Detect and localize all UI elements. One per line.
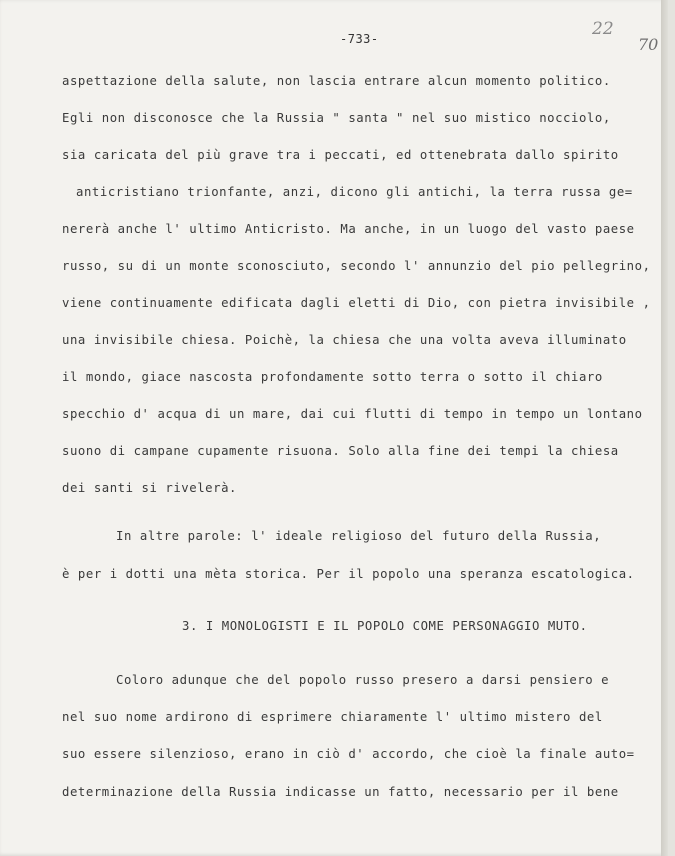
text-line: nererà anche l' ultimo Anticristo. Ma anche, in un luogo del vasto paese [62, 222, 635, 236]
text-line: sia caricata del più grave tra i peccati, ed ottenebrata dallo spirito [62, 148, 619, 162]
section-heading: 3. I MONOLOGISTI E IL POPOLO COME PERSONAGGIO MUTO. [182, 619, 588, 633]
text-line: è per i dotti una mèta storica. Per il popolo una speranza escatologica. [62, 567, 635, 581]
text-line: specchio d' acqua di un mare, dai cui flutti di tempo in tempo un lontano [62, 407, 643, 421]
text-line: Egli non disconosce che la Russia " santa " nel suo mistico nocciolo, [62, 111, 611, 125]
text-line: viene continuamente edificata dagli eletti di Dio, con pietra invisibile , [62, 296, 651, 310]
text-line: il mondo, giace nascosta profondamente sotto terra o sotto il chiaro [62, 370, 603, 384]
text-line: una invisibile chiesa. Poichè, la chiesa che una volta aveva illuminato [62, 333, 627, 347]
handwritten-number-right: 70 [638, 35, 659, 54]
page-number: -733- [340, 32, 379, 46]
text-line: suo essere silenzioso, erano in ciò d' accordo, che cioè la finale auto= [62, 747, 635, 761]
text-line: In altre parole: l' ideale religioso del futuro della Russia, [116, 529, 602, 543]
text-line: dei santi si rivelerà. [62, 481, 237, 495]
handwritten-number-left: 22 [592, 19, 614, 39]
text-line: Coloro adunque che del popolo russo presero a darsi pensiero e [116, 673, 610, 687]
text-line: russo, su di un monte sconosciuto, secondo l' annunzio del pio pellegrino, [62, 259, 651, 273]
page-edge [661, 0, 668, 856]
text-line: aspettazione della salute, non lascia entrare alcun momento politico. [62, 74, 611, 88]
text-line: anticristiano trionfante, anzi, dicono gli antichi, la terra russa ge= [76, 185, 633, 199]
text-line: nel suo nome ardirono di esprimere chiaramente l' ultimo mistero del [62, 710, 603, 724]
text-line: suono di campane cupamente risuona. Solo alla fine dei tempi la chiesa [62, 444, 619, 458]
text-line: determinazione della Russia indicasse un fatto, necessario per il bene [62, 785, 619, 799]
